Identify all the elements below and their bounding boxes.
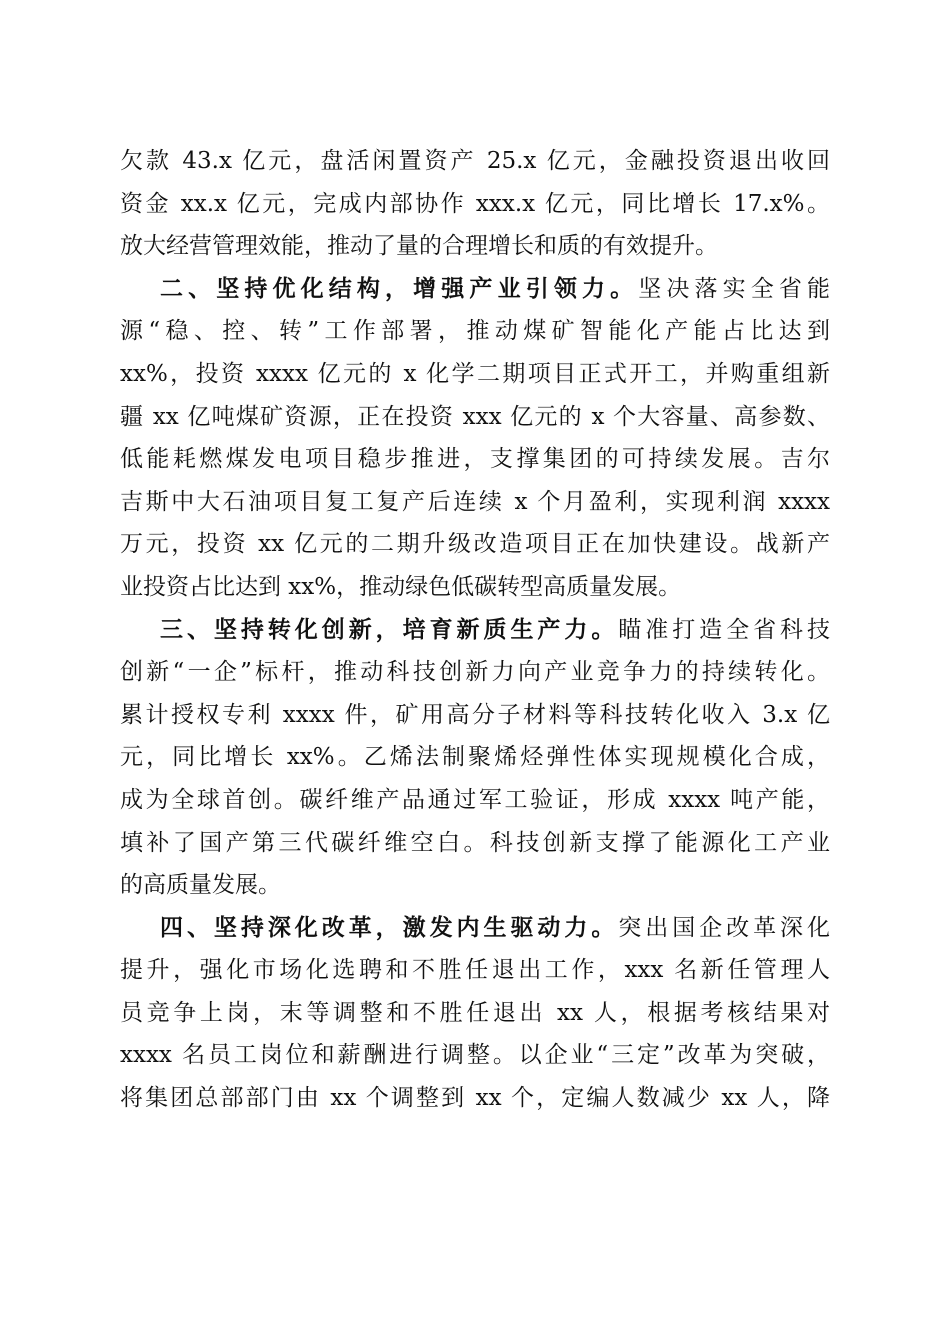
text-line: 填补了国产第三代碳纤维空白。科技创新支撑了能源化工产业 — [120, 829, 830, 856]
text-line: 员竞争上岗，末等调整和不胜任退出 xx 人，根据考核结果对 — [120, 999, 830, 1026]
text-line: xx%，投资 xxxx 亿元的 x 化学二期项目正式开工，并购重组新 — [120, 360, 830, 387]
text-line: 放大经营管理效能，推动了量的合理增长和质的有效提升。 — [120, 233, 718, 260]
text-line: 资金 xx.x 亿元，完成内部协作 xxx.x 亿元，同比增长 17.x%。 — [120, 190, 830, 217]
section-heading: 三、坚持转化创新，培育新质生产力。 — [160, 616, 619, 643]
paragraph-2 — [120, 268, 830, 609]
text-line: 业投资占比达到 xx%，推动绿色低碳转型高质量发展。 — [120, 573, 682, 600]
section-heading: 四、坚持深化改革，激发内生驱动力。 — [160, 914, 619, 941]
text-line: 疆 xx 亿吨煤矿资源，正在投资 xxx 亿元的 x 个大容量、高参数、 — [120, 403, 830, 430]
text-line: 成为全球首创。碳纤维产品通过军工验证，形成 xxxx 吨产能， — [120, 786, 830, 813]
text-line: 吉斯中大石油项目复工复产后连续 x 个月盈利，实现利润 xxxx — [120, 488, 830, 515]
text-line: 累计授权专利 xxxx 件，矿用高分子材料等科技转化收入 3.x 亿 — [120, 701, 830, 728]
text-line: 万元，投资 xx 亿元的二期升级改造项目正在加快建设。战新产 — [120, 531, 830, 558]
text-line: 欠款 43.x 亿元，盘活闲置资产 25.x 亿元，金融投资退出收回 — [120, 148, 830, 174]
text-line: 提升，强化市场化选聘和不胜任退出工作，xxx 名新任管理人 — [120, 957, 830, 984]
text-span: 瞄准打造全省科技 — [618, 616, 831, 643]
text-line: 低能耗燃煤发电项目稳步推进，支撑集团的可持续发展。吉尔 — [120, 446, 830, 473]
section-heading: 二、坚持优化结构，增强产业引领力。 — [160, 275, 639, 302]
text-span: 突出国企改革深化 — [618, 914, 831, 941]
text-line: xxxx 名员工岗位和薪酬进行调整。以企业“三定”改革为突破， — [120, 1042, 830, 1069]
text-line: 元，同比增长 xx%。乙烯法制聚烯烃弹性体实现规模化合成， — [120, 744, 830, 771]
text-line: 创新“一企”标杆，推动科技创新力向产业竞争力的持续转化。 — [120, 659, 830, 686]
text-line: 的高质量发展。 — [120, 872, 281, 899]
paragraph-1 — [120, 140, 830, 268]
text-line — [120, 268, 830, 311]
paragraph-4 — [120, 907, 830, 1120]
text-line — [120, 609, 830, 652]
text-line — [120, 907, 830, 950]
text-span: 坚决落实全省能 — [638, 275, 831, 302]
text-line: 源“稳、控、转”工作部署，推动煤矿智能化产能占比达到 — [120, 318, 830, 345]
text-line: 将集团总部部门由 xx 个调整到 xx 个，定编人数减少 xx 人，降 — [120, 1085, 830, 1112]
paragraph-3 — [120, 609, 830, 907]
document-page — [120, 140, 830, 1120]
